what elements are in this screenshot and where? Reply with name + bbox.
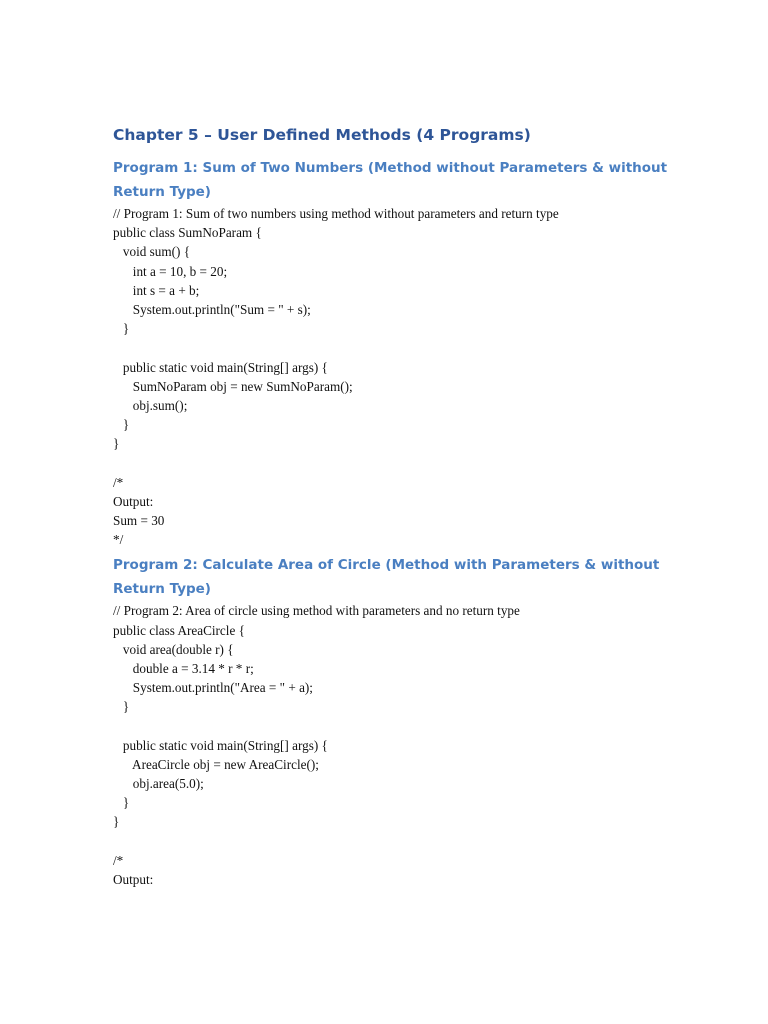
code-line: } bbox=[113, 699, 130, 715]
code-line: */ bbox=[113, 532, 124, 548]
code-line: // Program 1: Sum of two numbers using method without parameters and return type bbox=[113, 206, 559, 221]
program-2-code bbox=[113, 601, 673, 889]
code-line: } bbox=[113, 321, 130, 337]
program-1-section bbox=[113, 154, 673, 549]
code-line: } bbox=[113, 814, 120, 830]
document-page bbox=[113, 120, 673, 889]
code-line: AreaCircle obj = new AreaCircle(); bbox=[113, 756, 319, 772]
code-line: System.out.println("Area = " + a); bbox=[113, 680, 313, 696]
code-line: } bbox=[113, 436, 120, 452]
code-line bbox=[113, 717, 673, 736]
code-line: int s = a + b; bbox=[113, 282, 200, 298]
program-1-heading: Program 1: Sum of Two Numbers (Method without Parameters & without Return Type) bbox=[113, 160, 668, 200]
code-line: /* bbox=[113, 852, 124, 868]
program-1-code bbox=[113, 204, 673, 549]
code-line: Sum = 30 bbox=[113, 513, 165, 528]
code-line: public static void main(String[] args) { bbox=[113, 359, 328, 375]
code-line bbox=[113, 453, 673, 472]
program-2-heading: Program 2: Calculate Area of Circle (Method with Parameters & without Return Type) bbox=[113, 557, 660, 598]
code-line: public class AreaCircle { bbox=[113, 622, 245, 638]
code-line: Output: bbox=[113, 872, 154, 887]
code-line: obj.sum(); bbox=[113, 397, 188, 413]
code-line: Output: bbox=[113, 493, 154, 509]
code-line: } bbox=[113, 795, 130, 811]
code-line: // Program 2: Area of circle using method with parameters and no return type bbox=[113, 603, 520, 619]
chapter-title: Chapter 5 – User Defined Methods (4 Programs) bbox=[113, 126, 531, 144]
code-line: public class SumNoParam { bbox=[113, 225, 262, 241]
code-line: void area(double r) { bbox=[113, 641, 234, 657]
code-line bbox=[113, 338, 673, 357]
code-line: /* bbox=[113, 474, 124, 490]
code-line: SumNoParam obj = new SumNoParam(); bbox=[113, 378, 353, 394]
program-2-section bbox=[113, 551, 673, 889]
code-line: } bbox=[113, 417, 130, 433]
code-line: System.out.println("Sum = " + s); bbox=[113, 301, 311, 317]
code-line: int a = 10, b = 20; bbox=[113, 263, 228, 279]
code-line: obj.area(5.0); bbox=[113, 776, 204, 792]
code-line: double a = 3.14 * r * r; bbox=[113, 660, 254, 676]
code-line bbox=[113, 832, 673, 851]
code-line: void sum() { bbox=[113, 244, 191, 260]
code-line: public static void main(String[] args) { bbox=[113, 737, 328, 753]
